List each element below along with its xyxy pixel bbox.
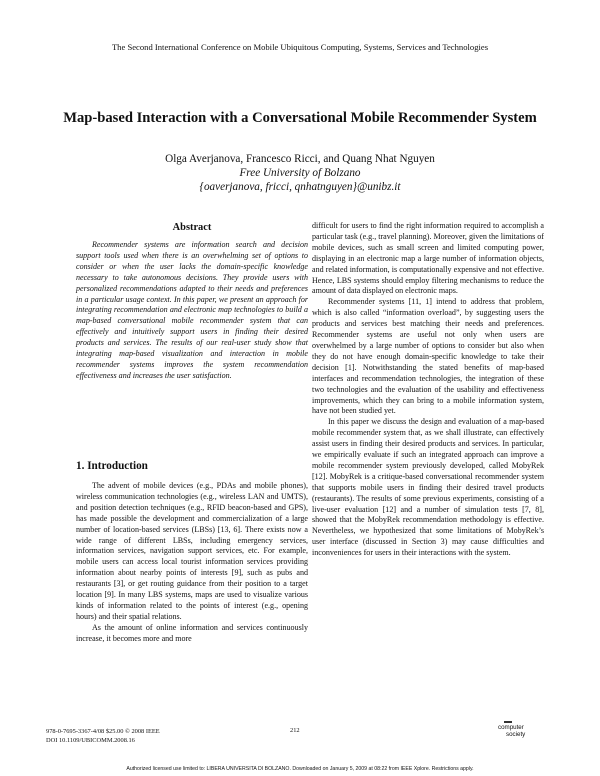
introduction-right-column — [312, 221, 544, 559]
introduction-left-column — [76, 481, 308, 645]
footer-doi: DOI 10.1109/UBICOMM.2008.16 — [46, 737, 135, 744]
logo-text-society: society — [506, 731, 526, 738]
footer-isbn: 978-0-7695-3367-4/08 $25.00 © 2008 IEEE — [46, 728, 160, 735]
footer-copyright — [46, 727, 160, 745]
computer-society-logo — [498, 721, 546, 738]
logo-text-computer: computer — [498, 724, 524, 731]
affiliation: Free University of Bolzano — [239, 167, 361, 179]
paragraph: Recommender systems [11, 1] intend to address that problem, which is also called “information overload”, by suggesting users the products and services best matching their needs and preferences. Recommender systems are useful not only when users are overwhelmed by a large number of options to consider but also when they do not have enough domain-specific knowledge to take their decision [1]. Notwithstanding the stated benefits of map-based interfaces and recommendation technologies, the integration of these two technologies and the evaluation of the usability and effectiveness improvements, which they can bring to a mobile information system, have not been studied yet. — [312, 297, 544, 416]
paragraph: difficult for users to find the right information required to accomplish a particular task (e.g., travel planning). Moreover, given the limitations of mobile devices, such as small screen and limited computing power, displaying in an electronic map a large number of information objects, and related information, is computationally expensive and not effective. Hence, LBS systems should employ filtering mechanisms to reduce the amount of data displayed on electronic maps. — [312, 221, 544, 296]
paper-title: Map-based Interaction with a Conversational Mobile Recommender System — [63, 110, 537, 126]
logo-mark-icon — [504, 721, 512, 723]
page-number: 212 — [290, 727, 300, 734]
authors: Olga Averjanova, Francesco Ricci, and Quang Nhat Nguyen — [165, 153, 435, 165]
author-emails: {oaverjanova, fricci, qnhatnguyen}@unibz.it — [199, 181, 401, 193]
conference-header: The Second International Conference on Mobile Ubiquitous Computing, Systems, Services and Technologies — [111, 42, 489, 52]
abstract-heading: Abstract — [172, 222, 212, 233]
paragraph: As the amount of online information and services continuously increase, it becomes more and more — [76, 622, 308, 643]
section-heading-introduction: 1. Introduction — [76, 460, 148, 472]
paragraph: The advent of mobile devices (e.g., PDAs and mobile phones), wireless communication technologies (e.g., wireless LAN and UMTS), and position detection techniques (e.g., RFID beacon-based and GPS), has made possible the development and commercialization of a large number of location-based services (LBSs) [13, 6]. There exists now a wide range of different LBSs, including emergency services, information services, navigation support services, etc. For example, mobile users can access local tourist information services providing information about nearby points of interests [9], such as pubs and restaurants [3], or get routing guidance from their position to a target location [9]. In many LBS systems, maps are used to visualize various kinds of information related to the points of interest (e.g., opening hours) and their spatial relations. — [76, 481, 308, 621]
abstract-body — [76, 240, 308, 382]
paragraph: In this paper we discuss the design and evaluation of a map-based mobile recommender system that, as we shall illustrate, can effectively assist users in finding their desired products and services. In particular, we empirically evaluate if such an integrated approach can improve a mobile recommender system previously developed, called MobyRek [12]. MobyRek is a critique-based conversational recommender system that supports mobile users in finding their desired travel products (restaurants). The results of some previous experiments, consisting of a live-user evaluation [12] and a number of simulation tests [7, 8], showed that the MobyRek recommendation methodology is effective. Nevertheless, we hypothesized that some limitations of MobyRek’s user interface (discussed in Section 3) may cause difficulties and inconveniences for users in their interactions with the system. — [312, 417, 544, 558]
license-notice: Authorized licensed use limited to: LIBERA UNIVERSITA DI BOLZANO. Downloaded on January 5, 2009 at 08:22 from IEEE Xplore. Restrictions apply. — [126, 766, 474, 772]
abstract-text: Recommender systems are information search and decision support tools used when there is an overwhelming set of options to consider or when the user lacks the domain-specific knowledge necessary to take autonomous decisions. They provide users with personalized recommendations adapted to their needs and preferences in a particular usage context. In this paper, we present an approach for integrating recommendation and electronic map technologies to build a map-based conversational mobile recommender system that can effectively and intuitively support users in finding their desired products and services. The results of our real-user study show that integrating map-based visualization and interaction in mobile recommender systems improves the system recommendation effectiveness and increases the user satisfaction. — [76, 240, 308, 380]
